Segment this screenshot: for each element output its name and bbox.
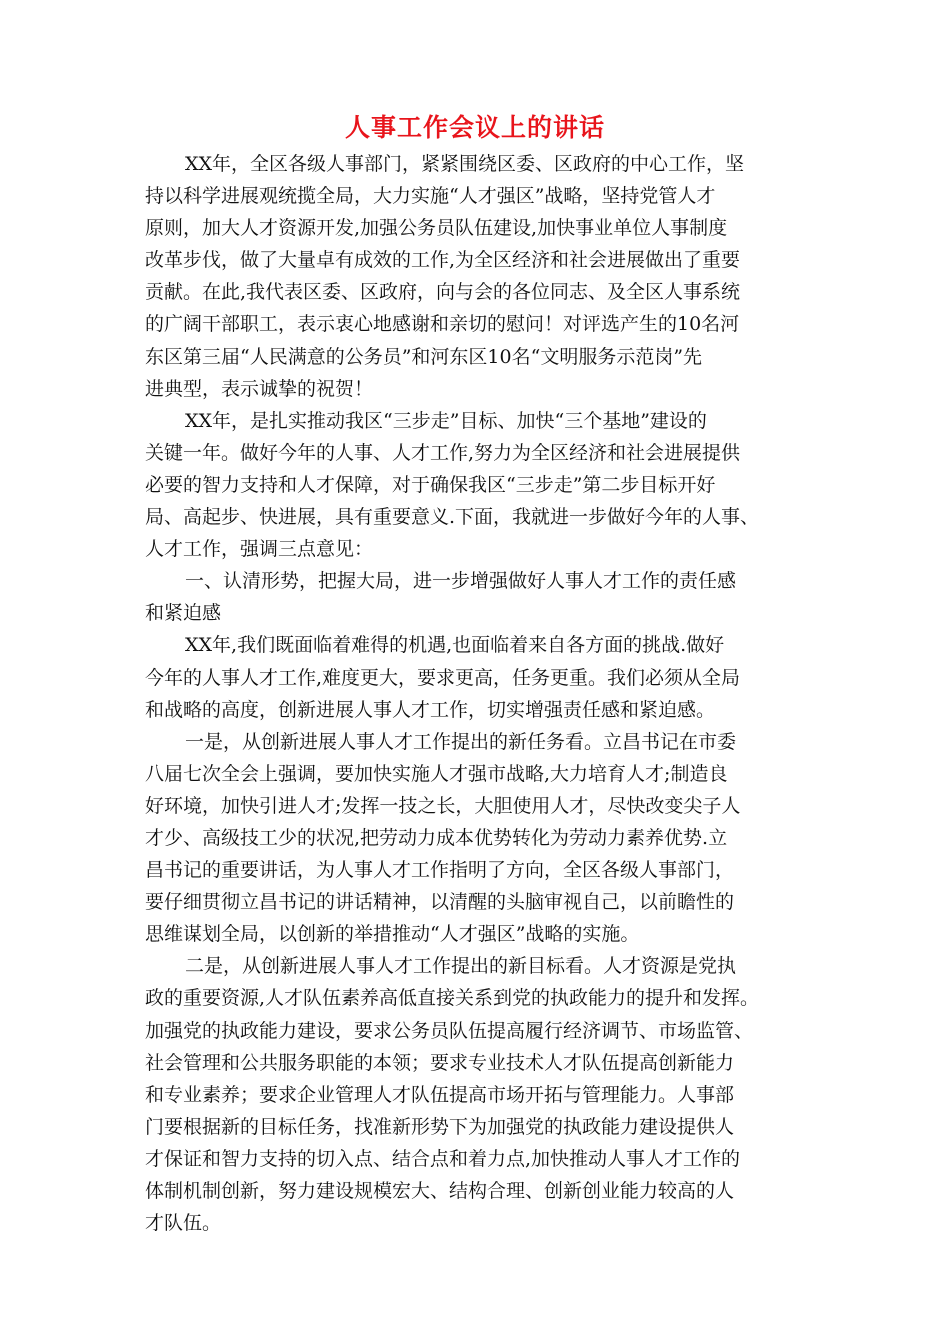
text-line: 进典型，表示诚挚的祝贺！ <box>145 377 374 400</box>
text-line: 关键一年。做好今年的人事、人才工作,努力为全区经济和社会进展提供 <box>145 441 741 464</box>
text-line: 必要的智力支持和人才保障，对于确保我区“三步走”第二步目标开好 <box>145 473 716 496</box>
text-line: 八届七次全会上强调，要加快实施人才强市战略,大力培育人才;制造良 <box>145 762 728 785</box>
text-line: 持以科学进展观统揽全局，大力实施“人才强区”战略，坚持党管人才 <box>145 185 716 208</box>
section-heading-line: 一、认清形势，把握大局，进一步增强做好人事人才工作的责任感 <box>185 570 737 593</box>
document-title: 人事工作会议上的讲话 <box>344 113 605 142</box>
text-line: 才保证和智力支持的切入点、结合点和着力点,加快推动人事人才工作的 <box>145 1147 741 1170</box>
text-line: 人才工作，强调三点意见： <box>145 538 374 561</box>
section-heading-line: 和紧迫感 <box>145 602 222 625</box>
text-line: 一是，从创新进展人事人才工作提出的新任务看。立昌书记在市委 <box>185 730 737 753</box>
document-body <box>145 148 817 1239</box>
text-line: 原则，加大人才资源开发,加强公务员队伍建设,加快事业单位人事制度 <box>145 217 728 240</box>
text-line: 政的重要资源,人才队伍素养高低直接关系到党的执政能力的提升和发挥。 <box>145 987 760 1010</box>
text-line: 昌书记的重要讲话，为人事人才工作指明了方向，全区各级人事部门， <box>145 859 735 882</box>
text-line: 好环境，加快引进人才;发挥一技之长，大胆使用人才，尽快改变尖子人 <box>145 794 741 817</box>
text-line: 二是，从创新进展人事人才工作提出的新目标看。人才资源是党执 <box>185 955 737 978</box>
text-line: XX年,我们既面临着难得的机遇,也面临着来自各方面的挑战.做好 <box>185 634 725 657</box>
text-line: XX年，是扎实推动我区“三步走”目标、加快“三个基地”建设的 <box>185 409 707 432</box>
text-line: 门要根据新的目标任务，找准新形势下为加强党的执政能力建设提供人 <box>145 1115 735 1138</box>
text-line: 才少、高级技工少的状况,把劳动力成本优势转化为劳动力素养优势.立 <box>145 826 728 849</box>
text-line: 体制机制创新，努力建设规模宏大、结构合理、创新创业能力较高的人 <box>145 1180 735 1202</box>
text-line: 要仔细贯彻立昌书记的讲话精神，以清醒的头脑审视自己，以前瞻性的 <box>145 891 735 914</box>
text-line: 加强党的执政能力建设，要求公务员队伍提高履行经济调节、市场监管、 <box>145 1019 754 1042</box>
text-line: 东区第三届“人民满意的公务员”和河东区10名“文明服务示范岗”先 <box>145 345 703 368</box>
text-line: XX年，全区各级人事部门，紧紧围绕区委、区政府的中心工作，坚 <box>185 153 745 175</box>
text-line: 贡献。在此,我代表区委、区政府，向与会的各位同志、及全区人事系统 <box>145 281 741 304</box>
text-line: 社会管理和公共服务职能的本领；要求专业技术人才队伍提高创新能力 <box>145 1051 735 1074</box>
text-line: 的广阔干部职工，表示衷心地感谢和亲切的慰问！对评选产生的10名河 <box>145 313 740 336</box>
text-line: 和专业素养；要求企业管理人才队伍提高市场开拓与管理能力。人事部 <box>145 1083 735 1106</box>
text-line: 思维谋划全局，以创新的举措推动“人才强区”战略的实施。 <box>145 923 640 946</box>
text-line: 改革步伐，做了大量卓有成效的工作,为全区经济和社会进展做出了重要 <box>145 249 741 272</box>
text-line: 今年的人事人才工作,难度更大，要求更高，任务更重。我们必须从全局 <box>145 666 741 689</box>
text-line: 局、高起步、快进展，具有重要意义.下面，我就进一步做好今年的人事、 <box>145 506 760 529</box>
text-line: 和战略的高度，创新进展人事人才工作，切实增强责任感和紧迫感。 <box>145 698 716 721</box>
text-line: 才队伍。 <box>145 1212 222 1235</box>
